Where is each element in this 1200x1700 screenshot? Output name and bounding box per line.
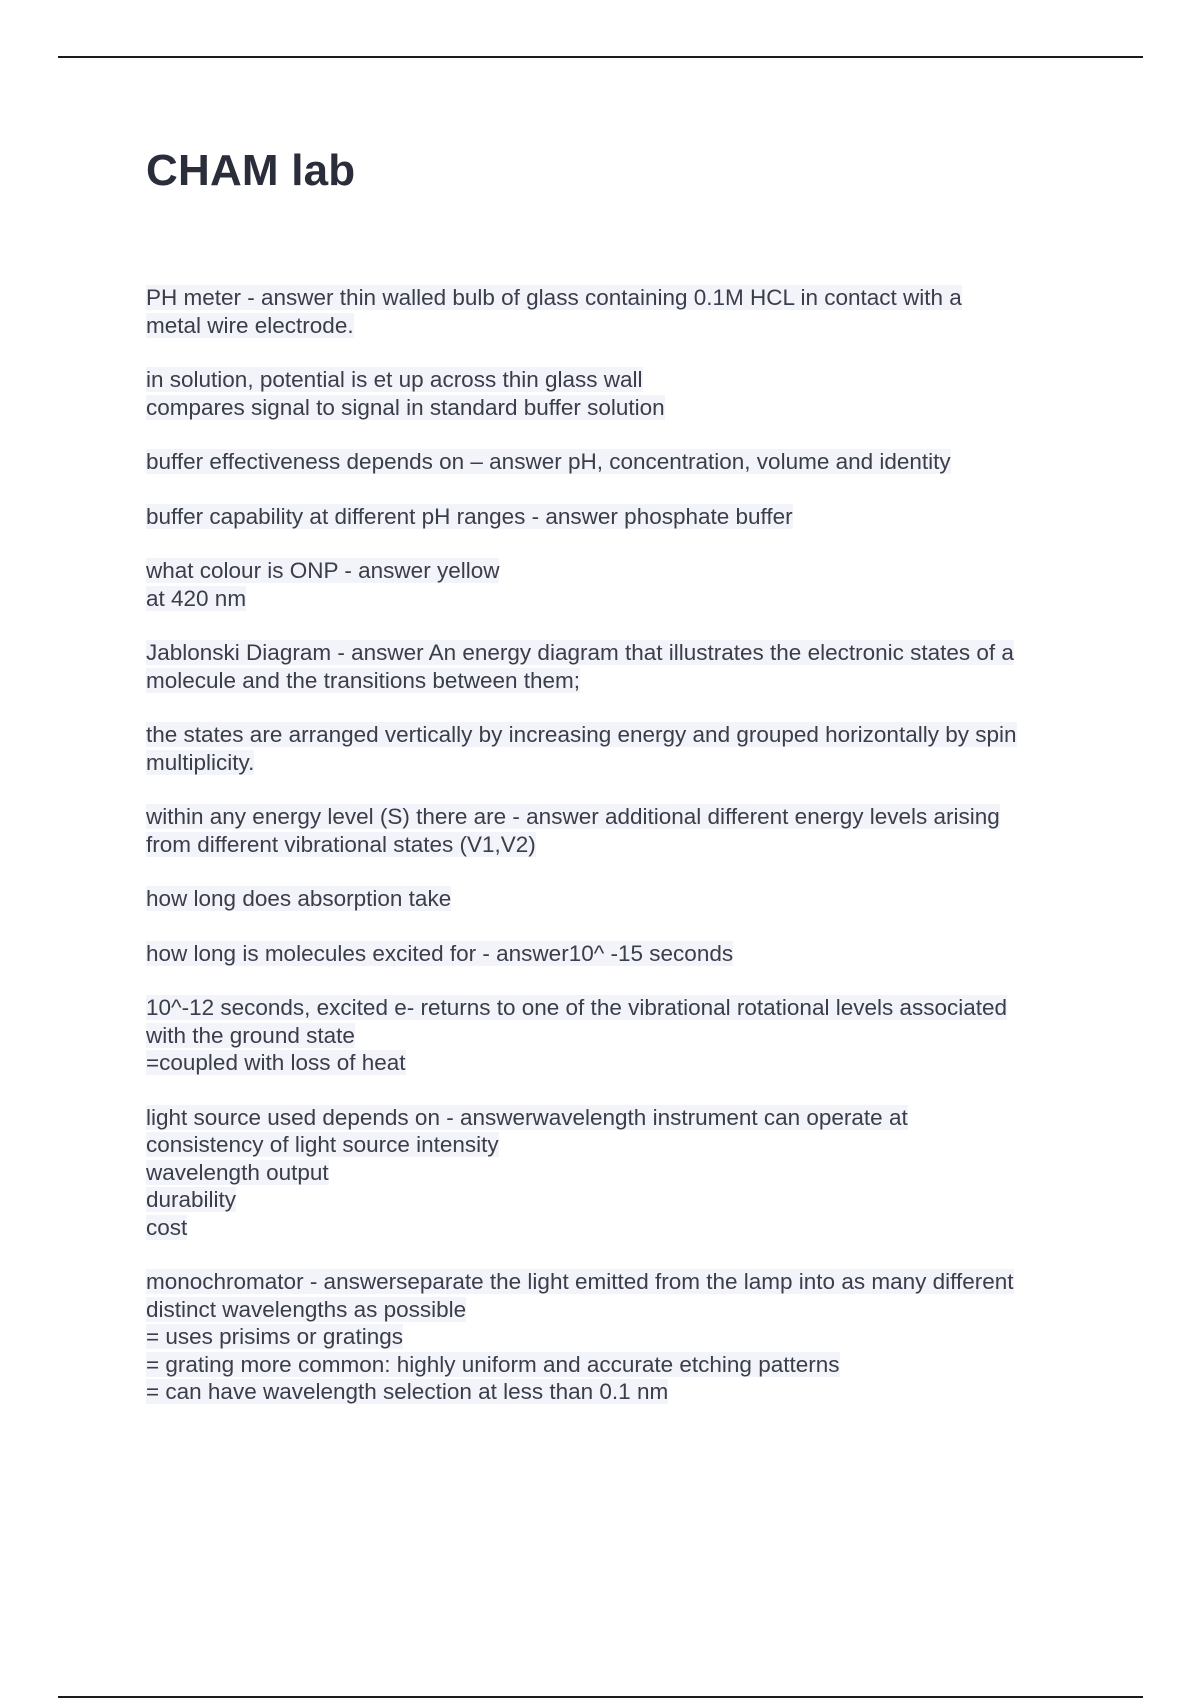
text-line [146, 503, 1086, 531]
text-line [146, 1186, 1086, 1214]
text-line [146, 1378, 1086, 1406]
text-line-content: consistency of light source intensity [146, 1132, 499, 1157]
text-line-content: = can have wavelength selection at less than 0.1 nm [146, 1379, 669, 1404]
text-line [146, 639, 1086, 667]
qa-entry [146, 721, 1086, 776]
text-line [146, 1049, 1086, 1077]
qa-entry [146, 557, 1086, 612]
text-line [146, 1296, 1086, 1324]
text-line-content: within any energy level (S) there are - answer additional different energy levels arising [146, 804, 1000, 829]
text-line [146, 1268, 1086, 1296]
qa-entry [146, 284, 1086, 339]
text-line-content: PH meter - answer thin walled bulb of glass containing 0.1M HCL in contact with a [146, 285, 962, 310]
text-line [146, 1214, 1086, 1242]
text-line-content: how long does absorption take [146, 886, 452, 911]
text-line-content: 10^-12 seconds, excited e- returns to one of the vibrational rotational levels associated [146, 995, 1008, 1020]
text-line [146, 1159, 1086, 1187]
text-line-content: multiplicity. [146, 749, 255, 775]
text-line [146, 721, 1086, 749]
text-line-content: with the ground state [146, 1022, 355, 1048]
text-line [146, 885, 1086, 913]
qa-entry [146, 885, 1086, 913]
text-line-content: molecule and the transitions between them; [146, 667, 581, 693]
top-rule [58, 56, 1143, 58]
text-line-content: the states are arranged vertically by increasing energy and grouped horizontally by spin [146, 722, 1017, 747]
text-line-content: distinct wavelengths as possible [146, 1296, 467, 1322]
qa-entry [146, 1104, 1086, 1242]
text-line-content: cost [146, 1214, 188, 1240]
text-line [146, 1351, 1086, 1379]
text-line [146, 448, 1086, 476]
qa-entry [146, 448, 1086, 476]
text-line-content: monochromator - answerseparate the light emitted from the lamp into as many different [146, 1269, 1014, 1294]
text-line [146, 749, 1086, 777]
text-line [146, 1323, 1086, 1351]
text-line [146, 1022, 1086, 1050]
text-line [146, 284, 1086, 312]
text-line [146, 312, 1086, 340]
text-line-content: buffer effectiveness depends on – answer pH, concentration, volume and identity [146, 449, 951, 474]
qa-entry [146, 503, 1086, 531]
text-line-content: metal wire electrode. [146, 312, 354, 338]
text-line-content: = grating more common: highly uniform and accurate etching patterns [146, 1351, 840, 1377]
qa-entry [146, 994, 1086, 1077]
qa-entry [146, 940, 1086, 968]
text-line-content: how long is molecules excited for - answer10^ -15 seconds [146, 940, 734, 966]
qa-entry [146, 803, 1086, 858]
text-line-content: = uses prisims or gratings [146, 1324, 403, 1349]
text-line-content: =coupled with loss of heat [146, 1050, 406, 1075]
text-line [146, 557, 1086, 585]
text-line [146, 1131, 1086, 1159]
text-line [146, 803, 1086, 831]
text-line-content: what colour is ONP - answer yellow [146, 558, 500, 583]
text-line-content: compares signal to signal in standard buffer solution [146, 394, 665, 420]
text-line [146, 366, 1086, 394]
text-line [146, 667, 1086, 695]
page-title: CHAM lab [146, 146, 356, 195]
text-line [146, 394, 1086, 422]
text-line [146, 994, 1086, 1022]
text-line-content: in solution, potential is et up across thin glass wall [146, 367, 643, 392]
text-line-content: Jablonski Diagram - answer An energy diagram that illustrates the electronic states of a [146, 640, 1014, 665]
text-line-content: light source used depends on - answerwavelength instrument can operate at [146, 1104, 908, 1130]
qa-entry [146, 366, 1086, 421]
qa-entry [146, 1268, 1086, 1406]
text-line [146, 831, 1086, 859]
text-line-content: from different vibrational states (V1,V2) [146, 831, 536, 857]
bottom-rule [58, 1696, 1143, 1698]
text-line [146, 1104, 1086, 1132]
text-line [146, 585, 1086, 613]
text-line-content: buffer capability at different pH ranges - answer phosphate buffer [146, 503, 793, 529]
text-line [146, 940, 1086, 968]
qa-entry [146, 639, 1086, 694]
text-line-content: durability [146, 1187, 237, 1212]
text-line-content: at 420 nm [146, 585, 247, 611]
qa-list [146, 284, 1086, 1433]
text-line-content: wavelength output [146, 1159, 329, 1185]
